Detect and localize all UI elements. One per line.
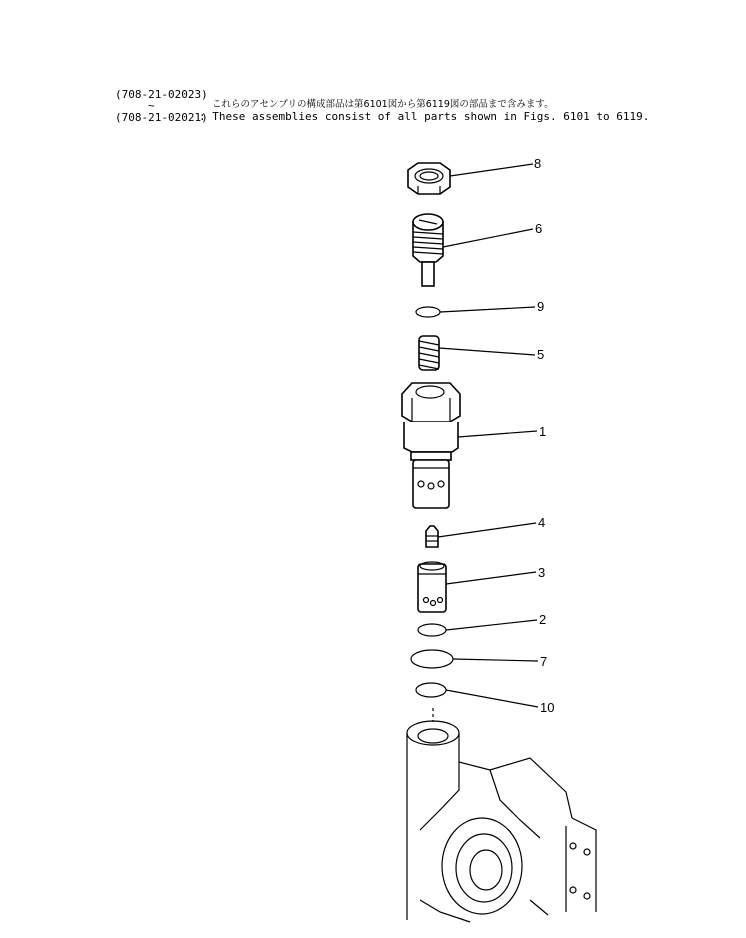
callout-2: 2 (539, 612, 547, 627)
english-note: : These assemblies consist of all parts shown in Figs. 6101 to 6119. (199, 110, 650, 123)
part-4-poppet (426, 526, 438, 547)
callout-6: 6 (535, 221, 543, 236)
callout-7: 7 (540, 654, 548, 669)
part-2-ring (418, 624, 446, 636)
japanese-note: これらのアセンブリの構成部品は第6101図から第6119図の部品まで含みます。 (212, 99, 554, 110)
part-code-bottom: (708-21-02021) (115, 111, 208, 124)
callout-4: 4 (538, 515, 546, 530)
range-tilde: ~ (148, 99, 155, 112)
part-1-valve-body (402, 383, 460, 508)
part-9-oring (416, 307, 440, 317)
callout-10: 10 (540, 700, 555, 715)
callout-1: 1 (539, 424, 547, 439)
part-6-screw (413, 214, 443, 286)
callout-8: 8 (534, 156, 542, 171)
part-10-oring (416, 683, 446, 697)
callout-3: 3 (538, 565, 546, 580)
part-3-sleeve (418, 562, 446, 612)
part-5-spring (419, 336, 439, 370)
part-code-top: (708-21-02023) (115, 88, 208, 101)
callout-5: 5 (537, 347, 545, 362)
callout-9: 9 (537, 299, 545, 314)
part-8-nut (408, 163, 450, 194)
valve-housing (407, 708, 596, 922)
part-7-oring (411, 650, 453, 668)
